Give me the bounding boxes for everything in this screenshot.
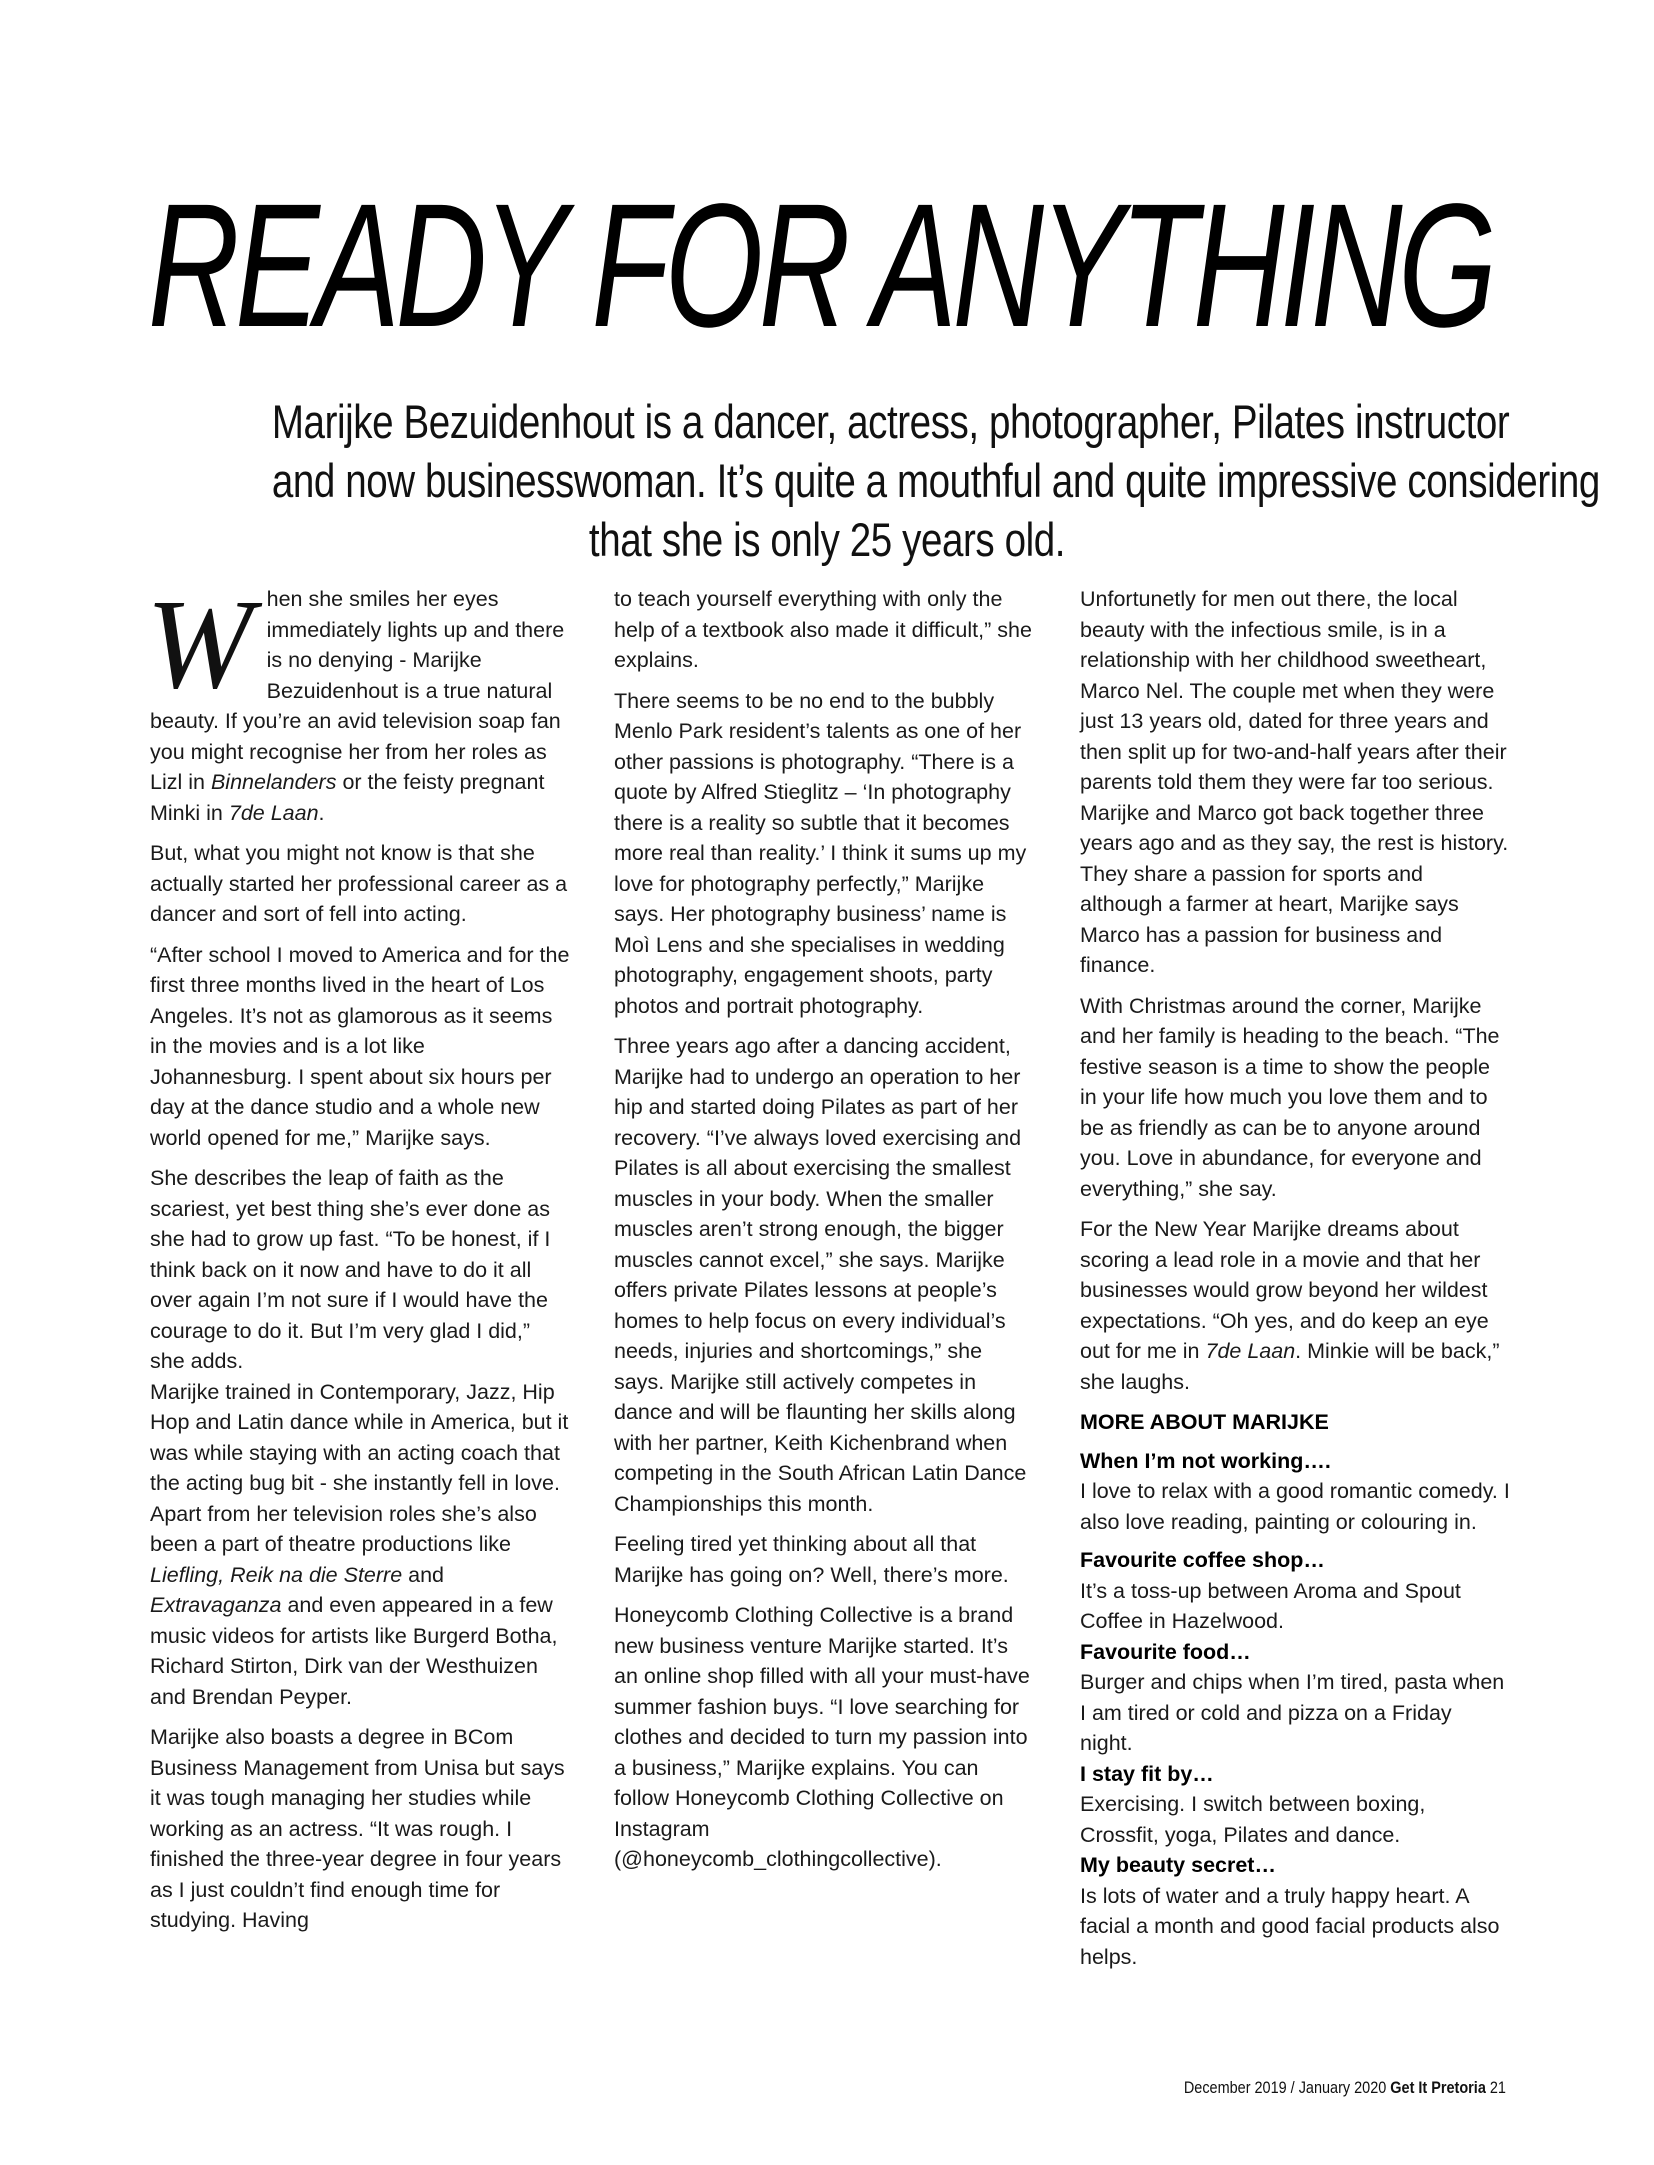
article-paragraph: Feeling tired yet thinking about all that Marijke has going on? Well, there’s more. bbox=[614, 1532, 1009, 1587]
article-column-1 bbox=[146, 573, 570, 1936]
production-title: Extravaganza bbox=[150, 1593, 282, 1617]
show-title: 7de Laan bbox=[1205, 1339, 1296, 1363]
article-column-3 bbox=[1080, 584, 1510, 1980]
sidebar-question: I stay fit by… bbox=[1080, 1761, 1214, 1786]
standfirst-line-1: Marijke Bezuidenhout is a dancer, actress, photographer, Pilates instructor bbox=[271, 395, 1510, 448]
drop-cap: W bbox=[146, 573, 253, 715]
show-title: Binnelanders bbox=[210, 770, 337, 794]
sidebar-answer: Exercising. I switch between boxing, Crossfit, yoga, Pilates and dance. bbox=[1080, 1792, 1426, 1847]
sidebar-question: When I’m not working…. bbox=[1080, 1448, 1331, 1473]
article-paragraph bbox=[1080, 1214, 1510, 1397]
article-paragraph bbox=[150, 1499, 570, 1713]
article-paragraph: Honeycomb Clothing Collective is a brand new business venture Marijke started. It’s an online shop filled with all your must-have summer fashion buys. “I love searching for clothes and decided to turn my passion into a business,” Marijke explains. You can follow Honeycomb Clothing Collective on Instagram (@honeycomb_clothingcollective). bbox=[614, 1603, 1030, 1871]
sidebar-answer: Burger and chips when I’m tired, pasta when I am tired or cold and pizza on a Friday night. bbox=[1080, 1670, 1505, 1755]
magazine-name: Get It Pretoria bbox=[1390, 2078, 1486, 2097]
page-number: 21 bbox=[1489, 2078, 1506, 2097]
article-paragraph: to teach yourself everything with only the help of a textbook also made it difficult,” she explains. bbox=[614, 587, 1032, 672]
article-paragraph: Marijke trained in Contemporary, Jazz, Hip Hop and Latin dance while in America, but it was while staying with an acting coach that the acting bug bit - she instantly fell in love. bbox=[150, 1379, 569, 1495]
paragraph-text: hen she smiles her eyes immediately lights up and there is no denying - Marijke Bezuidenhout is a true natural beauty. If you’re an avid television soap fan you might recognise her from her roles as Lizl in bbox=[150, 587, 565, 794]
article-paragraph: With Christmas around the corner, Marijke and her family is heading to the beach. “The festive season is a time to show the people in your life how much you love them and to be as friendly as can be to anyone around you. Love in abundance, for everyone and everything,” she say. bbox=[1080, 993, 1500, 1201]
standfirst-line-2: and now businesswoman. It’s quite a mouthful and quite impressive considering bbox=[271, 454, 1600, 507]
article-paragraph: “After school I moved to America and for the first three months lived in the heart of Los Angeles. It’s not as glamorous as it seems in the movies and is a lot like Johannesburg. I spent about six hours per day at the dance studio and a whole new world opened for me,” Marijke says. bbox=[150, 942, 570, 1150]
paragraph-text: . Minkie will be back,” she laughs. bbox=[1080, 1339, 1500, 1394]
article-headline: READY FOR ANYTHING bbox=[148, 168, 1493, 364]
sidebar-question: My beauty secret… bbox=[1080, 1853, 1276, 1877]
article-column-2 bbox=[614, 584, 1034, 1875]
article-paragraph: Three years ago after a dancing accident, Marijke had to undergo an operation to her hip and started doing Pilates as part of her recovery. “I’ve always loved exercising and Pilates is all about exercising the smallest muscles in your body. When the smaller muscles aren’t strong enough, the bigger muscles cannot excel,” she says. Marijke offers private Pilates lessons at people’s homes to help focus on every individual’s needs, injuries and shortcomings,” she says. Marijke still actively competes in dance and will be flaunting her skills along with her partner, Keith Kichenbrand when competing in the South African Latin Dance Championships this month. bbox=[614, 1034, 1027, 1516]
sidebar-question: Favourite food… bbox=[1080, 1639, 1251, 1664]
article-paragraph bbox=[146, 573, 570, 828]
article-paragraph: Unfortunetly for men out there, the local beauty with the infectious smile, is in a relationship with her childhood sweetheart, Marco Nel. The couple met when they were just 13 years old, dated for three years and then split up for two-and-half years after their parents told them they were far too serious. Marijke and Marco got back together three years ago and as they say, the rest is history. They share a passion for sports and although a farmer at heart, Marijke says Marco has a passion for business and finance. bbox=[1080, 587, 1509, 977]
paragraph-text: and even appeared in a few music videos for artists like Burgerd Botha, Richard Stirton, Dirk van der Westhuizen and Brendan Peyper. bbox=[150, 1593, 558, 1709]
paragraph-text: and bbox=[402, 1562, 445, 1587]
article-paragraph: She describes the leap of faith as the scariest, yet best thing she’s ever done as she had to grow up fast. “To be honest, if I think back on it now and have to do it all over again I’m not sure if I would have the courage to do it. But I’m very glad I did,” she adds. bbox=[150, 1166, 551, 1373]
article-paragraph: But, what you might not know is that she actually started her professional career as a dancer and sort of fell into acting. bbox=[150, 841, 568, 926]
production-titles: Liefling, Reik na die Sterre bbox=[150, 1562, 403, 1587]
page-footer bbox=[1184, 2078, 1506, 2098]
more-about-sidebar bbox=[1080, 1407, 1510, 1972]
article-paragraph: Marijke also boasts a degree in BCom Business Management from Unisa but says it was tough managing her studies while working as an actress. “It was rough. I finished the three-year degree in four years as I just couldn’t find enough time for studying. Having bbox=[150, 1725, 565, 1932]
sidebar-answer: It’s a toss-up between Aroma and Spout Coffee in Hazelwood. bbox=[1080, 1578, 1461, 1633]
paragraph-text: For the New Year Marijke dreams about scoring a lead role in a movie and that her businesses would grow beyond her wildest expectations. “Oh yes, and do keep an eye out for me in bbox=[1080, 1217, 1489, 1363]
paragraph-text: . bbox=[318, 800, 325, 825]
sidebar-answer: I love to relax with a good romantic comedy. I also love reading, painting or colouring in. bbox=[1080, 1479, 1510, 1534]
standfirst-line-3: that she is only 25 years old. bbox=[588, 513, 1066, 566]
sidebar-answer: Is lots of water and a truly happy heart. A facial a month and good facial products also helps. bbox=[1080, 1883, 1500, 1969]
sidebar-heading: MORE ABOUT MARIJKE bbox=[1080, 1410, 1329, 1434]
paragraph-text: or the feisty pregnant Minki in bbox=[150, 770, 545, 825]
article-standfirst bbox=[150, 392, 1600, 569]
sidebar-question: Favourite coffee shop… bbox=[1080, 1548, 1325, 1572]
issue-date: December 2019 / January 2020 bbox=[1183, 2078, 1387, 2097]
show-title: 7de Laan bbox=[228, 800, 319, 825]
paragraph-text: Apart from her television roles she’s also been a part of theatre productions like bbox=[150, 1501, 537, 1556]
article-paragraph: There seems to be no end to the bubbly Menlo Park resident’s talents as one of her other passions is photography. “There is a quote by Alfred Stieglitz – ‘In photography there is a reality so subtle that it becomes more real than reality.’ I think it sums up my love for photography perfectly,” Marijke says. Her photography business’ name is Moì Lens and she specialises in wedding photography, engagement shoots, party photos and portrait photography. bbox=[614, 688, 1027, 1018]
